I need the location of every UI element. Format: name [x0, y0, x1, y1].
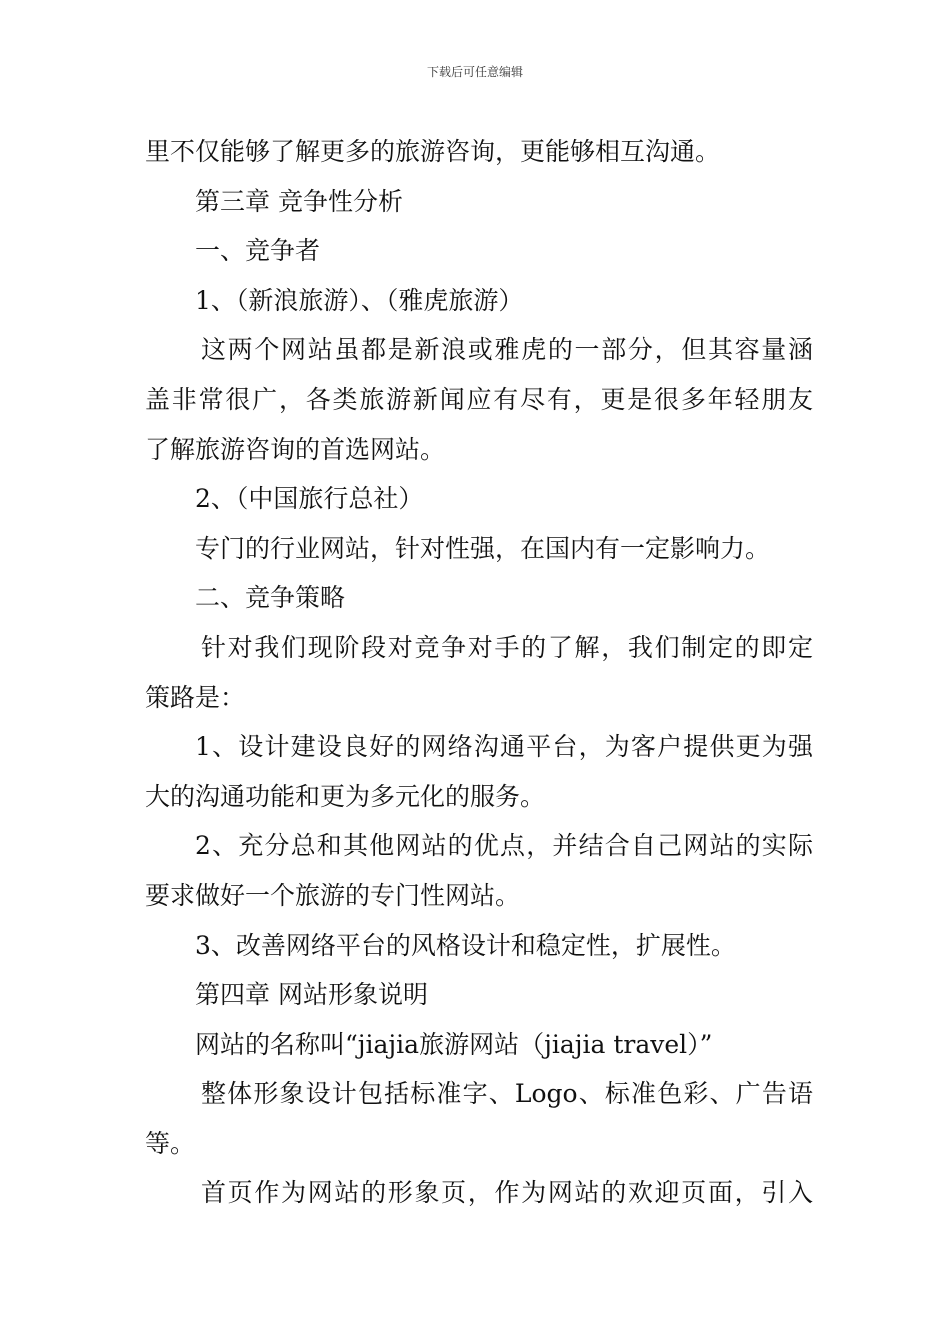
text-line: 针对我们现阶段对竞争对手的了解，我们制定的即定 [201, 632, 813, 662]
text-line: 要求做好一个旅游的专门性网站。 [145, 880, 521, 910]
text-line: 专门的行业网站，针对性强，在国内有一定影响力。 [195, 533, 771, 563]
chapter-heading: 第三章 竞争性分析 [195, 186, 403, 216]
text-line: 大的沟通功能和更为多元化的服务。 [145, 781, 546, 811]
text-line: 策路是： [145, 682, 246, 712]
text-line: 了解旅游咨询的首选网站。 [145, 434, 446, 464]
section-heading: 二、竞争策略 [195, 583, 346, 613]
page-header: 下载后可任意编辑 [426, 65, 523, 79]
document-body [145, 127, 813, 1218]
list-item: 3、改善网络平台的风格设计和稳定性，扩展性。 [195, 930, 736, 960]
text-line: 首页作为网站的形象页，作为网站的欢迎页面，引入 [201, 1178, 813, 1208]
list-item-heading: 2、（中国旅行总社） [195, 484, 424, 514]
section-heading: 一、竞争者 [195, 236, 321, 266]
text-line: 网站的名称叫“jiajia旅游网站（jiajia travel）” [195, 1029, 713, 1059]
chapter-heading: 第四章 网站形象说明 [195, 980, 428, 1010]
text-line: 里不仅能够了解更多的旅游咨询，更能够相互沟通。 [145, 137, 721, 166]
list-item: 1、设计建设良好的网络沟通平台，为客户提供更为强 [195, 732, 813, 762]
text-line: 盖非常很广，各类旅游新闻应有尽有，更是很多年轻朋友 [145, 384, 813, 414]
list-item-heading: 1、（新浪旅游）、（雅虎旅游） [195, 285, 524, 315]
list-item: 2、充分总和其他网站的优点，并结合自己网站的实际 [195, 831, 813, 861]
text-line: 整体形象设计包括标准字、Logo、标准色彩、广告语 [201, 1079, 813, 1109]
text-line: 等。 [145, 1128, 196, 1158]
text-line: 这两个网站虽都是新浪或雅虎的一部分，但其容量涵 [201, 335, 813, 365]
